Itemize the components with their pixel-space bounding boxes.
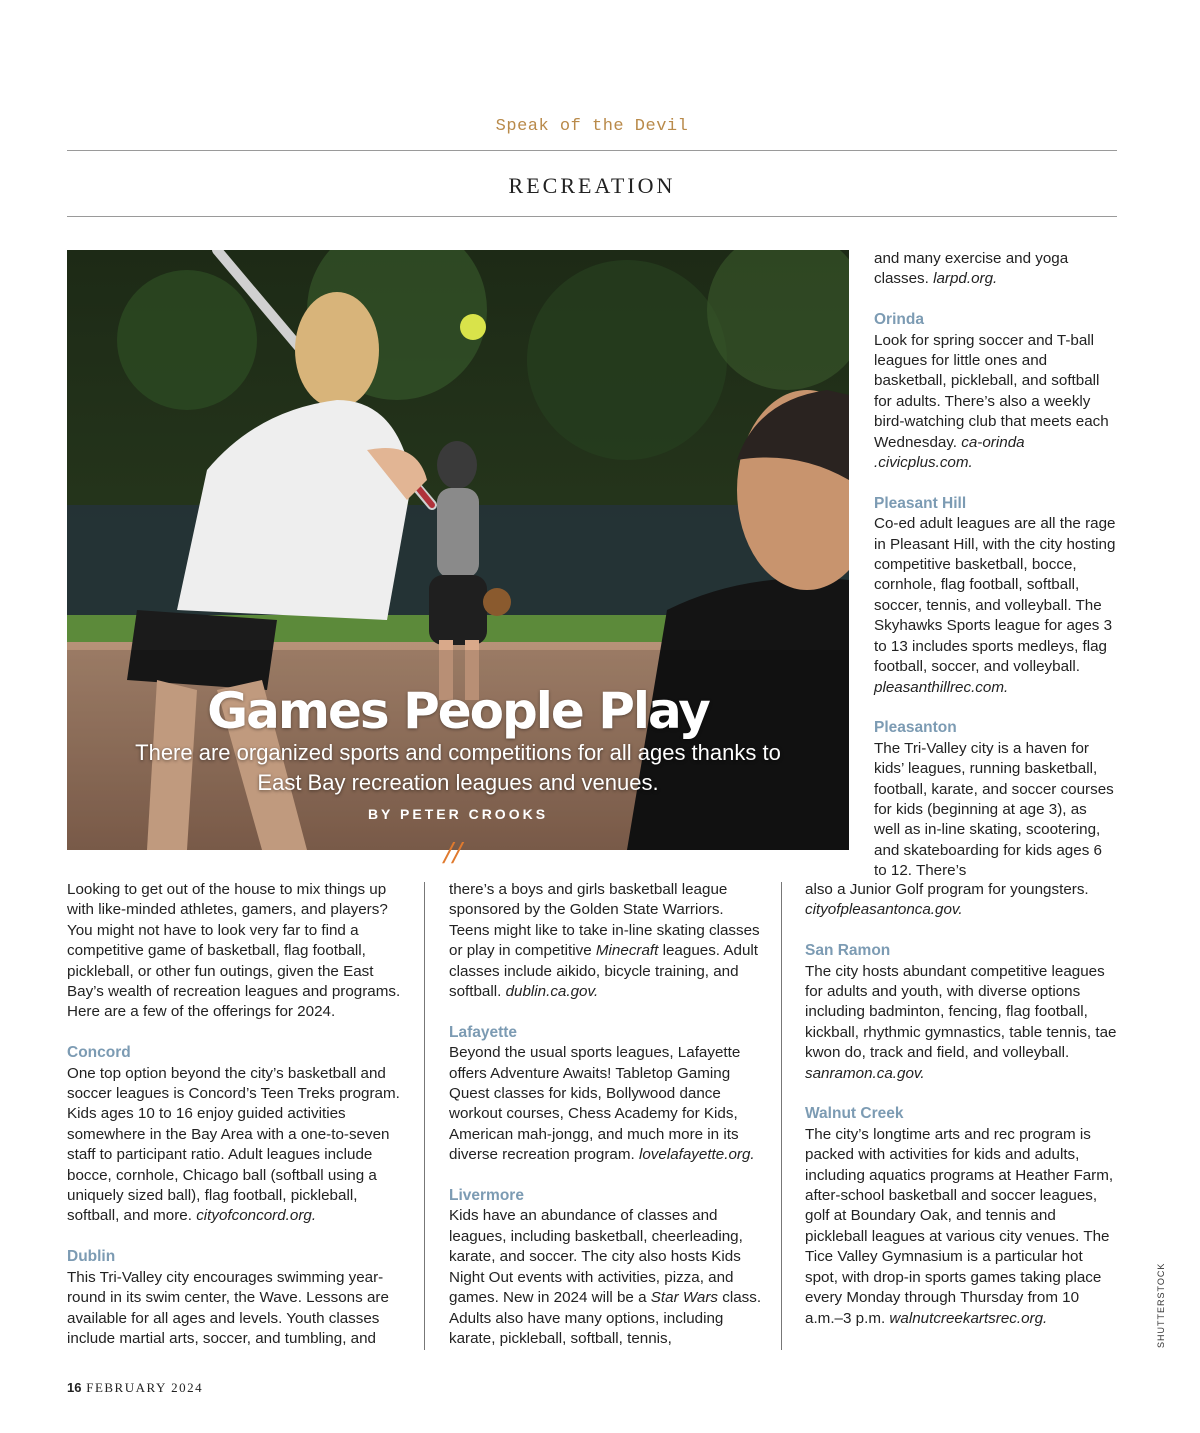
orinda-url: ca-orinda .civicplus.com. — [874, 433, 1025, 472]
livermore-url: larpd.org. — [933, 270, 998, 288]
lafayette-url: lovelafayette.org. — [638, 1146, 755, 1164]
livermore-text-2: class. Adults also have many options, including karate, pickleball, softball, tennis, — [449, 1289, 762, 1347]
pleasanton-paragraph: The Tri-Valley city is a haven for kids’ leagues, running basketball, football, karate, and soccer courses for kids (beginning at age 3), as well as in-line skating, scootering, and skateboarding for kids ages 6 to 12. There’s — [874, 739, 1114, 880]
san-ramon-paragraph — [805, 962, 1117, 1084]
orinda-paragraph — [874, 331, 1116, 474]
column-3-upper — [874, 249, 1116, 882]
lafayette-paragraph — [449, 1043, 765, 1165]
livermore-paragraph-continued — [874, 249, 1116, 290]
heading-san-ramon: San Ramon — [805, 942, 891, 960]
heading-dublin: Dublin — [67, 1248, 116, 1266]
page-footer — [67, 1380, 203, 1396]
heading-lafayette: Lafayette — [449, 1023, 518, 1041]
dublin-cont-text-2: leagues. Adult classes include aikido, bicycle training, and softball. — [449, 942, 759, 1001]
dublin-cont-text-1: there’s a boys and girls basketball league sponsored by the Golden State Warriors. Teens might like to take in-line skating classes or play in competitive — [449, 881, 760, 960]
pleasant-hill-url: pleasanthillrec.com. — [874, 678, 1009, 696]
page-number: 16 — [67, 1380, 82, 1395]
column-divider-2 — [781, 882, 782, 1350]
concord-paragraph — [67, 1064, 403, 1227]
section-title: RECREATION — [508, 173, 676, 198]
dublin-cont-italic: Minecraft — [595, 942, 659, 960]
concord-url: cityofconcord.org. — [196, 1207, 317, 1225]
hero-photo — [67, 250, 849, 850]
dublin-paragraph-continued — [449, 880, 765, 1002]
column-divider-1 — [424, 882, 425, 1350]
intro-paragraph: Looking to get out of the house to mix things up with like-minded athletes, gamers, and players? You might not have to look very far to find a competitive game of basketball, flag football, pickleball, or other fun outings, given the East Bay’s wealth of recreation leagues and programs. Here are a few of the offerings for 2024. — [67, 881, 401, 1021]
livermore-text-1: Kids have an abundance of classes and leagues, including basketball, cheerleading, karate, and soccer. The city also hosts Kids Night Out events with activities, pizza, and games. New in 2024 will be a — [449, 1207, 743, 1307]
slash-ornament: // — [444, 834, 462, 870]
pleasant-hill-paragraph — [874, 514, 1116, 698]
concord-body: One top option beyond the city’s basketball and soccer leagues is Concord’s Teen Treks program. Kids ages 10 to 16 enjoy guided activities somewhere in the Bay Area with a one-to-seven staff to participant ratio. Adult leagues include bocce, cornhole, Chicago ball (softball using a uniquely sized ball), flag football, pickleball, softball, and more. — [67, 1064, 400, 1225]
livermore-cont-text: and many exercise and yoga classes. — [874, 250, 1069, 288]
article-deck: There are organized sports and competitions for all ages thanks to East Bay recreation leagues and venues. — [135, 740, 781, 795]
orinda-body: Look for spring soccer and T-ball leagues for little ones and basketball, pickleball, and softball for adults. There’s also a weekly bird-watching club that meets each Wednesday. — [874, 331, 1109, 451]
magazine-kicker: Speak of the Devil — [495, 117, 689, 136]
san-ramon-body: The city hosts abundant competitive leagues for adults and youth, with diverse options including badminton, fencing, flag football, kickball, rhythmic gymnastics, table tennis, tae kwon do, track and field, and volleyball. — [805, 962, 1117, 1062]
pleasanton-url: cityofpleasantonca.gov. — [805, 901, 963, 919]
heading-orinda: Orinda — [874, 311, 924, 329]
lafayette-body: Beyond the usual sports leagues, Lafayette offers Adventure Awaits! Tabletop Gaming Quest classes for kids, Bollywood dance workout courses, Chess Academy for Kids, American mah-jongg, and much more in its diverse recreation program. — [449, 1044, 741, 1164]
walnut-creek-url: walnutcreekartsrec.org. — [889, 1309, 1048, 1327]
issue-date: FEBRUARY 2024 — [86, 1380, 204, 1395]
header-rule-top — [67, 150, 1117, 151]
article-byline: BY PETER CROOKS — [367, 806, 549, 822]
dublin-url: dublin.ca.gov. — [505, 983, 599, 1001]
walnut-creek-body: The city’s longtime arts and rec program is packed with activities for kids and adults, including aquatics programs at Heather Farm, after-school basketball and soccer leagues, golf at Boundary Oak, and tennis and pickleball leagues at various city venues. The Tice Valley Gymnasium is a particular hot spot, with drop-in sports games taking place every Monday through Thursday from 10 a.m.–3 p.m. — [805, 1125, 1114, 1327]
photo-credit: SHUTTERSTOCK — [1156, 1262, 1166, 1348]
dublin-paragraph-start: This Tri-Valley city encourages swimming year-round in its swim center, the Wave. Lessons are available for all ages and levels. Youth classes include martial arts, soccer, and tumbling, and — [67, 1268, 389, 1347]
pleasanton-cont-text: also a Junior Golf program for youngsters. — [805, 881, 1089, 898]
header-rule-bottom — [67, 216, 1117, 217]
heading-walnut-creek: Walnut Creek — [805, 1105, 904, 1123]
heading-livermore: Livermore — [449, 1187, 524, 1205]
pleasanton-paragraph-continued — [805, 880, 1117, 921]
livermore-paragraph — [449, 1206, 765, 1349]
walnut-creek-paragraph — [805, 1125, 1117, 1329]
article-title: Games People Play — [207, 682, 709, 740]
column-2 — [449, 880, 765, 1349]
pleasant-hill-body: Co-ed adult leagues are all the rage in Pleasant Hill, with the city hosting competitive basketball, bocce, cornhole, flag football, softball, soccer, tennis, and volleyball. The Skyhawks Sports league for ages 3 to 13 includes sports medleys, flag football, soccer, and volleyball. — [874, 515, 1116, 676]
livermore-italic: Star Wars — [650, 1289, 719, 1307]
heading-concord: Concord — [67, 1044, 131, 1062]
column-1 — [67, 880, 403, 1349]
heading-pleasant-hill: Pleasant Hill — [874, 494, 967, 512]
column-3-lower — [805, 880, 1117, 1329]
san-ramon-url: sanramon.ca.gov. — [805, 1064, 925, 1082]
heading-pleasanton: Pleasanton — [874, 719, 957, 737]
